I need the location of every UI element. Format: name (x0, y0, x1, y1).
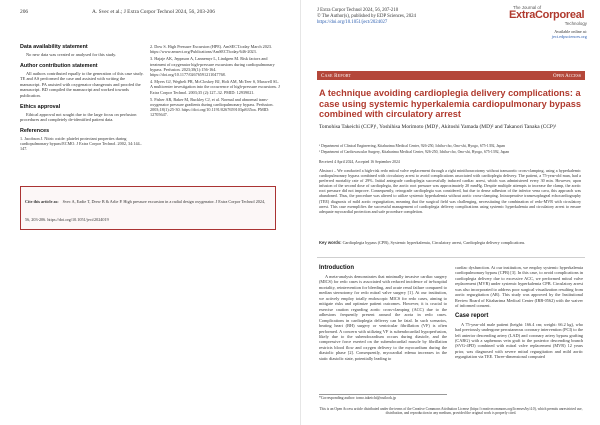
right-page (300, 0, 600, 425)
available-online-label: Available online at: (554, 29, 587, 34)
body-column-1 (319, 265, 447, 361)
keywords-text: Cardioplegia bypass (CPB), Systemic hyperkalemia, Circulatory arrest, Cardioplegia delivery complications. (342, 240, 526, 245)
reference-item: 2. Dow S. High Pressure Excursion (HPE). AmSECT.today March 2023. https://www.amsect.org/Publications/AmSECTtoday/646-2023. (150, 44, 273, 55)
keywords (319, 240, 581, 246)
ethics-text: Ethical approval not sought due to the large focus on perfusion procedures and completely de-identified patient data. (20, 111, 137, 123)
page-number: 206 (20, 9, 29, 15)
journal-site-link[interactable]: ject.edpsciences.org (551, 34, 587, 39)
doi-link[interactable]: https://doi.org/10.1051/ject/2024027 (317, 20, 388, 25)
introduction-text: A meta-analysis demonstrates that minimally invasive cardiac surgery (MICS) for redo cases is associated with reduced incidence of in-hospital mortality, reintervention for bleeding, and acute renal failure compared to median sternotomy for redo mitral valve surgery [1]. At our institution, we actively employ totally endoscopic MICS for redo cases, aiming to mitigate risks and optimize patient outcomes. However, it is crucial to exercise caution regarding aortic cross-clamping (ACC) due to the adhesions frequently present around the aorta in redo cases. Complications in cardioplegia delivery can be fatal. In such scenarios, beating heart (BH) surgery or ventricular fibrillation (VF) is often performed. A concern with utilizing VF is subendocardial hypoperfusion, likely due to the subendocardium occurs during diastole, and the compressive force exerted on the subendocardial muscle by fibrillation restricts blood flow and oxygen delivery to the myocardium during the diastolic phase [2]. Consequently, myocardial edema increases in the static diastolic state, potentially leading to (319, 274, 447, 361)
citation-box (20, 186, 276, 230)
introduction-heading: Introduction (319, 265, 354, 271)
article-type-banner (317, 71, 585, 80)
article-title: A technique avoiding cardioplegia delivery complications: a case using systemic hyperkalemia cardiopulmonary bypass combined with circulatory arrest (319, 88, 581, 120)
journal-logo-tag: Technology (564, 21, 587, 26)
case-report-label: Case Report (321, 73, 352, 79)
corresponding-author: *Corresponding author: tomo.takeichi@outlook.jp (319, 394, 447, 401)
citation-label: Cite this article as: (25, 199, 59, 204)
citation-text: Svec A, Eadie T, Drew B & Arlie P. High pressure excursion in a radial design oxygenator. J Extra Corpor Technol 2024, 56, 203-206. https://doi.org/10.1051/ject/2024019 (25, 199, 266, 222)
reference-item: 4. Myers GJ, Wegbelt PR, McCloskey BJ, Holt AM, McTeer S, Maxwell SL. A multicenter investigation into the occurrence of high-pressure excursions. J Extra Corpor Technol. 2003;35 (2):127–32. PMID: 12939021. (150, 79, 280, 95)
author-list: Tomohisa Takeichi (CCP)¹, Yoshihisa Morimoto (MD)¹, Akitoshi Yamada (MD)² and Takanori Tanaka (CCP)¹ (319, 124, 557, 130)
data-availability-heading: Data availability statement (20, 44, 88, 50)
data-availability-text: No new data was created or analysed for this study. (26, 52, 117, 57)
journal-logo (509, 5, 593, 39)
journal-logo-top: The Journal of (513, 5, 542, 10)
received-dates: Received 4 April 2024, Accepted 16 September 2024 (319, 160, 400, 164)
case-report-heading: Case report (455, 312, 489, 319)
continued-text: cardiac dysfunction. At our institution, we employ systemic hyperkalemia cardiopulmonary bypass (CPB) [3]. In this case, to avoid complications in cardioplegia delivery due to excessive ACC, we performed mitral valve replacement (MVR) under systemic hyperkalemia CPB. Circulatory arrest was also incorporated to address poor surgical visualization resulting from aortic regurgitation (AR). This study was approved by the Institutional Review Board of Kitaharima Medical Center (IRB-0562) with the waiver of informed consent. (455, 265, 583, 309)
ethics-heading: Ethics approval (20, 103, 61, 110)
running-head: A. Svec et al.; J Extra Corpor Technol 2024, 56, 203-206 (92, 9, 215, 15)
open-access-label: Open Access (553, 73, 581, 79)
open-access-statement: This is an Open Access article distributed under the terms of the Creative Commons Attribution License (https://creativecommons.org/licenses/by/4.0), which permits unrestricted use, distribution, and reproduction in any medium, provided the original work is properly cited. (319, 407, 583, 416)
reference-item: 1. Jacobson J. Nitric oxide: platelet protectant properties during cardiopulmonary bypass/ECMO. J Extra Corpor Technol. 2002, 34:144–147. (20, 135, 142, 152)
case-report-text: A 75-year-old male patient (height: 166.4 cm; weight: 66.2 kg), who had previously undergone percutaneous coronary intervention (PCI) to the left anterior descending artery (LAD) and coronary artery bypass grafting (CABG) with a saphenous vein graft to the posterior descending branch (SVG-4PD) combined with mitral valve replacement (MVR) 12 years prior, was diagnosed with severe mitral regurgitation and mild aortic regurgitation via TEE. Three-dimensional computed (455, 321, 583, 360)
author-contribution-text: All authors contributed equally to the generation of this case study. TE and AS performed the case and assisted with writing the manuscript. PA assisted with oxygenator changeouts and proofed the manuscript. BD compiled the manuscript and worked towards publication. (20, 70, 144, 98)
divider (317, 257, 585, 258)
copyright-line: © The Author(s), published by EDP Sciences, 2024 (317, 14, 416, 19)
keywords-label: Key words: (319, 240, 342, 245)
reference-item: 5. Fisher AR, Baker M, Buckley CJ, et al. Normal and abnormal trans-oxygenator pressure gradients during cardiopulmonary bypass. Perfusion. 2003;18(1):25-30. https://doi.org/10.1191/0267659103pf635oa. PMID: 12705647. (150, 96, 274, 118)
body-column-2 (455, 265, 583, 360)
abstract: Abstract – We conducted a high-risk redo mitral valve replacement through a right minithoracotomy without transaortic cross-clamping, using a hyperkalemic cardiopulmonary bypass combined with circulatory arrest to avoid complications associated with cardioplegia delivery. The patient, a 75-year-old man, had a preferred mortality rate of 29%. Initial antegrade cardioplegia successfully induced cardiac arrest, which was administered every 30 min. However, upon infusion of the second dose of cardioplegia, the aortic root pressure was approximately 20 mmHg. Despite multiple attempts to increase the clamp, the aortic root pressure did not improve. Consequently, retrograde cardioplegia was considered, but due to dense adhesion of the inferior vena cava, this approach was abandoned. Thus, the procedure was altered to utilize systemic hyperkalemia without aortic cross-clamping. Intraoperative transesophageal echocardiography (TEE) diagnosis of mild aortic regurgitation, meaning that the surgical field was challenging, necessitating the combination of redo-MVR with circulatory arrest. This case exemplifies the successful management of cardioplegia delivery complications using systemic hyperkalemia and circulatory arrest to ensure adequate myocardial protection and safe procedure completion. (319, 168, 581, 214)
journal-citation-line: J Extra Corpor Technol 2024, 56, 207-210 (317, 8, 399, 13)
reference-item: 3. Hajaje AK, Jeppsson A, Lannemyr L, Lindgren M. Risk factors and treatment of oxygenator high-pressure excursions during cardiopulmonary bypass. Perfusion. 2023;38(1):156-164. https://doi.org/10.1177/02676591211047768. (150, 56, 275, 78)
left-column (20, 44, 144, 151)
references-heading: References (20, 127, 50, 134)
affiliation-1: ¹ Department of Clinical Engineering, Kitaharima Medical Center, 926-250, Ichiba-cho, Ono-shi, Hyogo, 675-1392, Japan (319, 144, 505, 148)
author-contribution-heading: Author contribution statement (20, 62, 98, 69)
affiliation-2: ² Department of Cardiovascular Surgery, Kitaharima Medical Center, 926-250, Ichiba-cho, Ono-shi, Hyogo, 675-1392, Japan (319, 150, 510, 154)
journal-logo-name: ExtraCorporeal (509, 9, 585, 21)
references-list (150, 44, 280, 118)
